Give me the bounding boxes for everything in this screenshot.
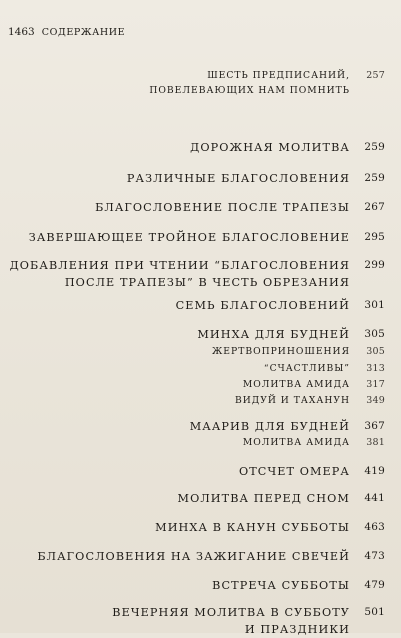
toc-entry-title-line: БЛАГОСЛОВЕНИЯ НА ЗАЖИГАНИЕ СВЕЧЕЙ [37,550,350,563]
toc-entry[interactable] [212,577,385,594]
toc-entry[interactable] [212,344,385,359]
toc-entry-page: 257 [366,70,385,81]
toc-entry[interactable] [190,139,385,156]
toc-entry-title-line: ДОБАВЛЕНИЯ ПРИ ЧТЕНИИ “БЛАГОСЛОВЕНИЯ [9,259,350,272]
toc-entry-page: 267 [364,201,385,213]
toc-entry-title-line: МОЛИТВА АМИДА [242,379,350,390]
toc-entry[interactable] [264,361,385,376]
toc-entry-page: 305 [364,328,385,340]
toc-entry[interactable] [155,519,385,536]
toc-entry-page: 295 [364,231,385,243]
toc-entry[interactable] [29,229,385,246]
toc-entry-title-line: ВИДУЙ И ТАХАНУН [235,395,350,406]
toc-entry-title [197,326,350,343]
toc-entry-page: 479 [364,579,385,591]
toc-entry-page: 313 [366,363,385,374]
toc-entry[interactable] [127,170,385,187]
toc-entry-page: 305 [366,346,385,357]
toc-entry-title [155,519,350,536]
toc-entry-title [190,139,350,156]
toc-entry-title-line: БЛАГОСЛОВЕНИЕ ПОСЛЕ ТРАПЕЗЫ [95,201,350,214]
toc-entry-page: 381 [366,437,385,448]
toc-entry[interactable] [176,297,385,314]
toc-entry-title [212,577,350,594]
toc-entry-title-line: МААРИВ ДЛЯ БУДНЕЙ [189,420,350,433]
toc-entry-title [178,490,350,507]
toc-entry-title-line: МИНХА ДЛЯ БУДНЕЙ [197,328,350,341]
toc-entry[interactable] [190,418,385,435]
toc-entry-title [149,68,350,98]
toc-entry-title [243,435,350,450]
toc-entry-title-line: МОЛИТВА АМИДА [242,437,350,448]
toc-entry-title-line: ПОВЕЛЕВАЮЩИХ НАМ ПОМНИТЬ [149,85,350,96]
toc-entry-title [235,393,350,408]
toc-entry-title-line: РАЗЛИЧНЫЕ БЛАГОСЛОВЕНИЯ [126,172,350,185]
toc-entry-title [264,361,350,376]
toc-entry-page: 441 [364,492,385,504]
toc-entry-page: 473 [364,550,385,562]
toc-entry-page: 501 [364,606,385,618]
toc-entry-title [29,229,350,246]
page-number: 1463 [8,26,35,38]
toc-entry-title-line: СЕМЬ БЛАГОСЛОВЕНИЙ [175,299,350,312]
toc-entry-title-line: И ПРАЗДНИКИ [244,623,350,636]
toc-entry[interactable] [243,435,385,450]
toc-entry-page: 317 [366,379,385,390]
toc-entry-page: 463 [364,521,385,533]
toc-entry-title [10,257,350,291]
toc-entry-page: 349 [366,395,385,406]
toc-entry[interactable] [178,490,385,507]
toc-entry-title-line: ЖЕРТВОПРИНОШЕНИЯ [211,346,350,357]
toc-entry-page: 259 [364,141,385,153]
toc-entry[interactable] [243,377,385,392]
toc-entry-title [127,170,350,187]
toc-entry-title-line: ШЕСТЬ ПРЕДПИСАНИЙ, [207,70,350,81]
toc-entry-title-line: ВЕЧЕРНЯЯ МОЛИТВА В СУББОТУ [112,606,350,619]
toc-entry-page: 259 [364,172,385,184]
toc-entry-title [239,463,350,480]
toc-entry-title [190,418,350,435]
toc-entry-title-line: ОТСЧЕТ ОМЕРА [238,465,350,478]
toc-entry-page: 301 [364,299,385,311]
toc-entry[interactable] [37,548,385,565]
toc-entry-title-line: ЗАВЕРШАЮЩЕЕ ТРОЙНОЕ БЛАГОСЛОВЕНИЕ [28,231,350,244]
toc-entry-page: 367 [364,420,385,432]
toc-entry-title-line: МИНХА В КАНУН СУББОТЫ [155,521,350,534]
toc-entry-title [37,548,350,565]
running-title: СОДЕРЖАНИЕ [41,27,126,38]
toc-entry[interactable] [10,257,385,291]
toc-entry-title-line: ВСТРЕЧА СУББОТЫ [212,579,350,592]
toc-entry-title-line: “СЧАСТЛИВЫ” [263,363,350,374]
toc-entry-page: 419 [364,465,385,477]
toc-entry-title [243,377,350,392]
toc-entry-title [95,199,350,216]
toc-entry-page: 299 [364,259,385,271]
toc-entry-title [212,344,350,359]
toc-entry[interactable] [149,68,385,98]
toc-entry[interactable] [235,393,385,408]
toc-entry[interactable] [197,326,385,343]
toc-entry[interactable] [239,463,385,480]
toc-entry-title-line: ПОСЛЕ ТРАПЕЗЫ” В ЧЕСТЬ ОБРЕЗАНИЯ [64,276,350,289]
toc-entry[interactable] [95,199,385,216]
toc-entry-title-line: МОЛИТВА ПЕРЕД СНОМ [177,492,350,505]
toc-entry-title-line: ДОРОЖНАЯ МОЛИТВА [190,141,350,154]
toc-entry-title [176,297,350,314]
